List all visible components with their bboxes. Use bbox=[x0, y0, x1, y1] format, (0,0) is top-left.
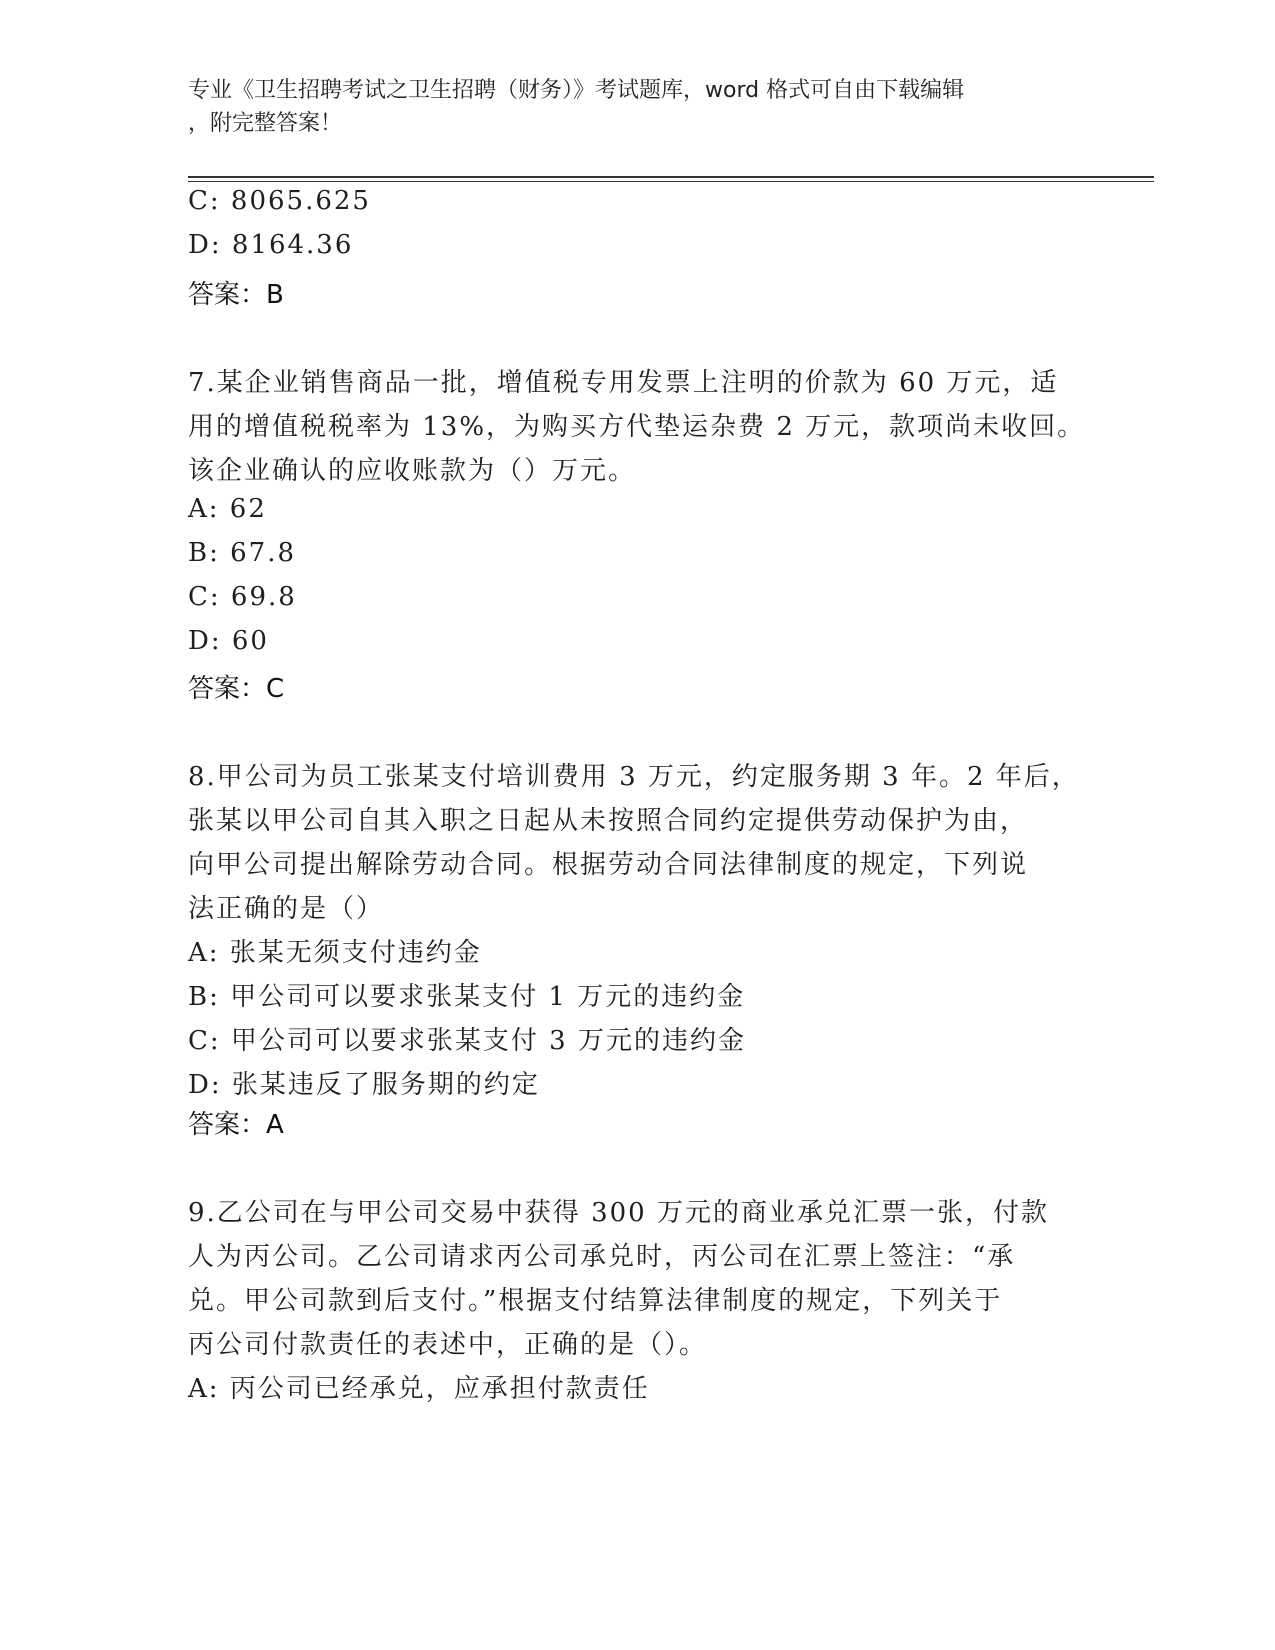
document-header bbox=[188, 74, 1068, 140]
q9-stem-line: 丙公司付款责任的表述中，正确的是（）。 bbox=[188, 1330, 708, 1360]
q9-stem-line: 9.乙公司在与甲公司交易中获得 300 万元的商业承兑汇票一张，付款 bbox=[188, 1198, 1049, 1228]
q6-answer: 答案：B bbox=[188, 280, 284, 310]
q8-stem-line: 法正确的是（） bbox=[188, 894, 385, 924]
q8-stem-line: 向甲公司提出解除劳动合同。根据劳动合同法律制度的规定，下列说 bbox=[188, 850, 1029, 880]
q6-option-c: C: 8065.625 bbox=[188, 186, 371, 216]
header-divider-thin bbox=[188, 181, 1154, 182]
q9-stem-line: 人为丙公司。乙公司请求丙公司承兑时，丙公司在汇票上签注：“承 bbox=[188, 1242, 1016, 1272]
q7-stem-line: 该企业确认的应收账款为（）万元。 bbox=[188, 456, 637, 486]
q8-stem-line: 张某以甲公司自其入职之日起从未按照合同约定提供劳动保护为由， bbox=[188, 806, 1029, 836]
q8-option-a: A: 张某无须支付违约金 bbox=[188, 938, 482, 968]
q6-option-d: D: 8164.36 bbox=[188, 230, 354, 260]
q9-option-a: A: 丙公司已经承兑，应承担付款责任 bbox=[188, 1374, 650, 1404]
q7-option-b: B: 67.8 bbox=[188, 538, 297, 568]
q7-stem-line: 用的增值税税率为 13%，为购买方代垫运杂费 2 万元，款项尚未收回。 bbox=[188, 412, 1086, 442]
q9-stem-line: 兑。甲公司款到后支付。”根据支付结算法律制度的规定，下列关于 bbox=[188, 1286, 1003, 1316]
q8-option-c: C: 甲公司可以要求张某支付 3 万元的违约金 bbox=[188, 1026, 746, 1056]
q7-option-d: D: 60 bbox=[188, 626, 269, 656]
q8-option-b: B: 甲公司可以要求张某支付 1 万元的违约金 bbox=[188, 982, 746, 1012]
q8-option-d: D: 张某违反了服务期的约定 bbox=[188, 1070, 540, 1100]
q7-stem-line: 7.某企业销售商品一批，增值税专用发票上注明的价款为 60 万元，适 bbox=[188, 368, 1059, 398]
q8-stem-line: 8.甲公司为员工张某支付培训费用 3 万元，约定服务期 3 年。2 年后， bbox=[188, 762, 1080, 792]
q7-option-a: A: 62 bbox=[188, 494, 267, 524]
header-line-1: 专业《卫生招聘考试之卫生招聘（财务）》考试题库，word 格式可自由下载编辑 bbox=[188, 78, 965, 103]
q8-answer: 答案：A bbox=[188, 1110, 284, 1140]
header-line-2: ，附完整答案！ bbox=[188, 111, 343, 136]
header-divider bbox=[188, 176, 1154, 178]
q7-answer: 答案：C bbox=[188, 674, 285, 704]
q7-option-c: C: 69.8 bbox=[188, 582, 297, 612]
